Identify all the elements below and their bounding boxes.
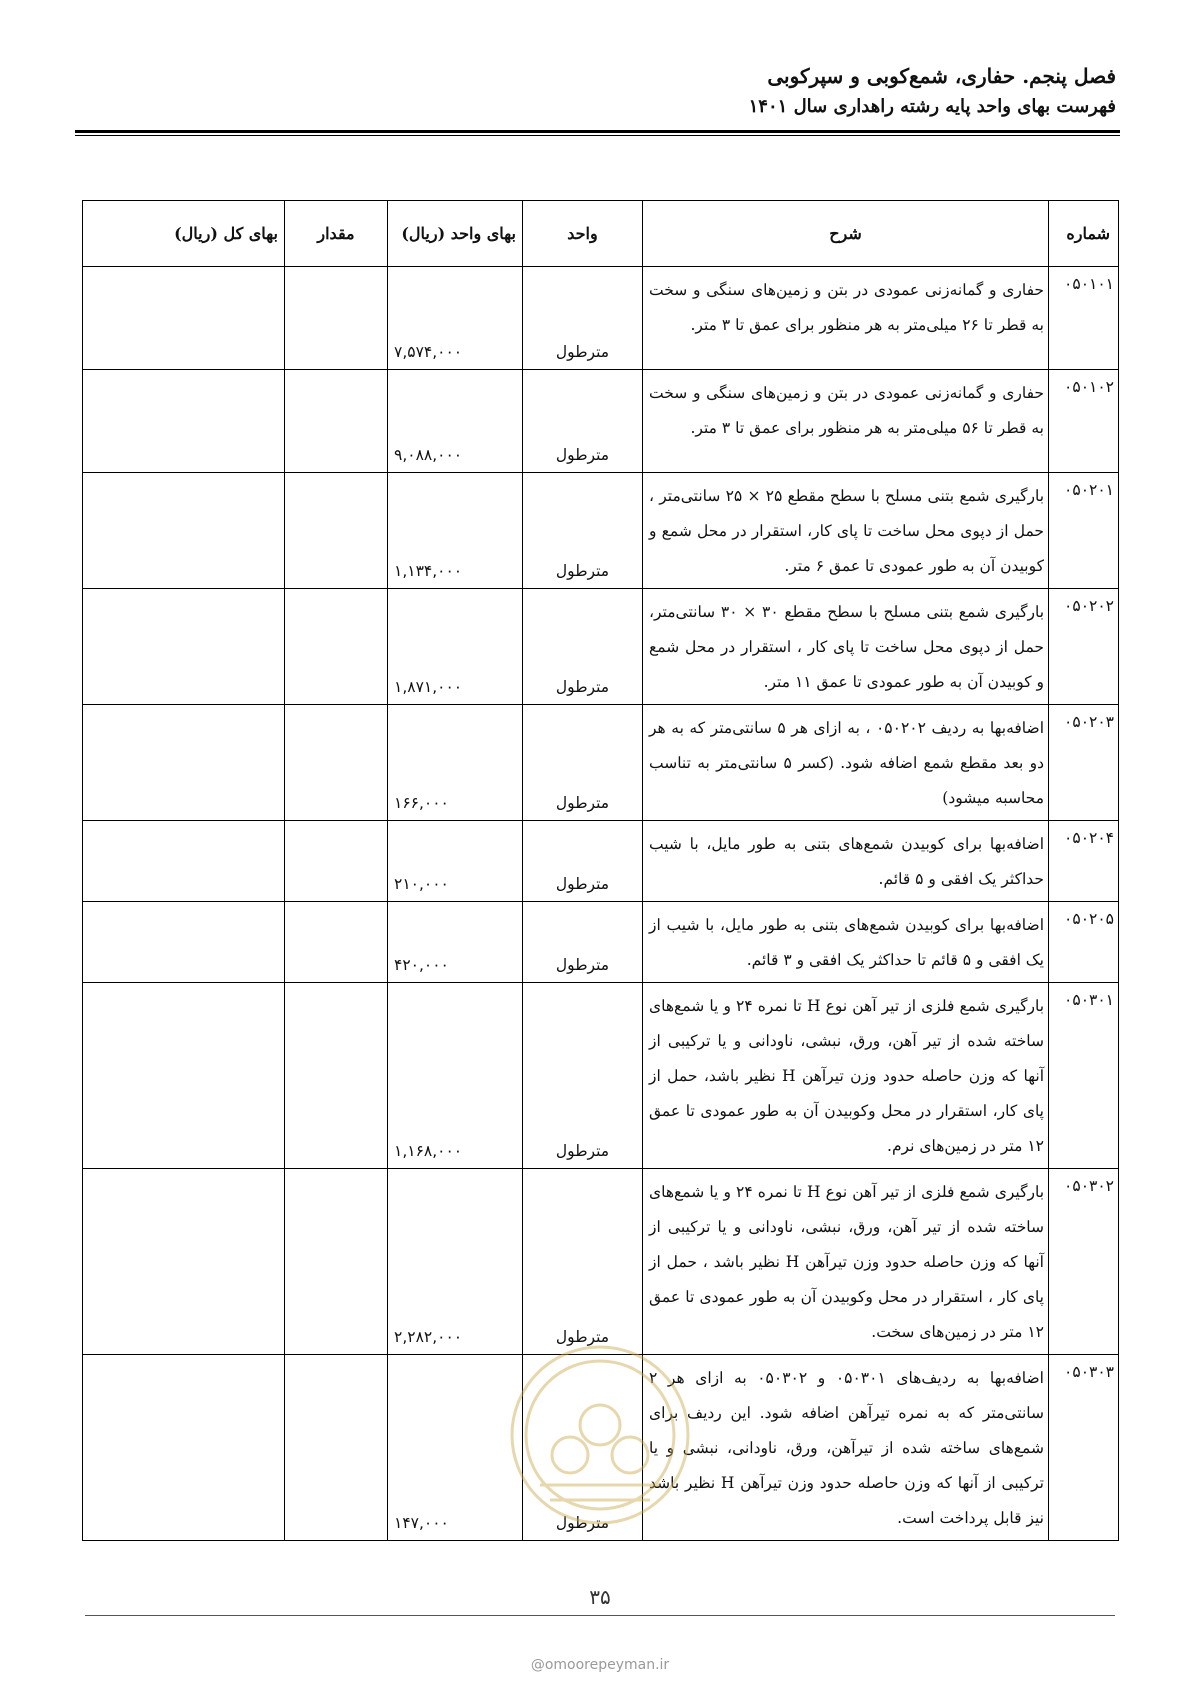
- footer-rule: [85, 1615, 1115, 1616]
- item-unit-price: ۹,۰۸۸,۰۰۰: [388, 370, 523, 473]
- item-quantity: [285, 589, 388, 705]
- item-unit: مترطول: [523, 983, 643, 1169]
- item-description: اضافه‌بها برای کوبیدن شمع‌های بتنی به طور مایل، با شیب حداکثر یک افقی و ۵ قائم.: [643, 821, 1049, 902]
- item-description: اضافه‌بها به ردیف ۰۵۰۲۰۲ ، به ازای هر ۵ سانتی‌متر که به هر دو بعد مقطع شمع اضافه شود. (کسر ۵ سانتی‌متر به تناسب محاسبه میشود): [643, 705, 1049, 821]
- table-row: [83, 589, 1119, 705]
- header-total-price: بهای کل (ریال): [83, 201, 285, 267]
- item-unit-price: ۲۱۰,۰۰۰: [388, 821, 523, 902]
- item-total-price: [83, 1355, 285, 1541]
- item-number: ۰۵۰۳۰۳: [1049, 1355, 1119, 1541]
- item-description: بارگیری شمع فلزی از تیر آهن نوع H تا نمره ۲۴ و یا شمع‌های ساخته شده از تیر آهن، ورق، نبشی، ناودانی و یا ترکیبی از آنها که وزن حاصله حدود وزن تیرآهن H نظیر باشد، حمل از پای کار، استقرار در محل وکوبیدن آن به طور عمودی تا عمق ۱۲ متر در زمین‌های نرم.: [643, 983, 1049, 1169]
- item-quantity: [285, 370, 388, 473]
- item-number: ۰۵۰۲۰۱: [1049, 473, 1119, 589]
- item-unit: مترطول: [523, 370, 643, 473]
- price-list-title: فهرست بهای واحد پایه رشته راهداری سال ۱۴۰۱: [748, 96, 1116, 117]
- table-row: [83, 473, 1119, 589]
- item-unit-price: ۱۶۶,۰۰۰: [388, 705, 523, 821]
- item-unit: مترطول: [523, 902, 643, 983]
- header-quantity: مقدار: [285, 201, 388, 267]
- item-number: ۰۵۰۱۰۲: [1049, 370, 1119, 473]
- item-unit-price: ۱,۸۷۱,۰۰۰: [388, 589, 523, 705]
- table-row: [83, 370, 1119, 473]
- item-description: بارگیری شمع بتنی مسلح با سطح مقطع ۲۵ × ۲۵ سانتی‌متر ، حمل از دپوی محل ساخت تا پای کار، استقرار در محل شمع و کوبیدن آن به طور عمودی تا عمق ۶ متر.: [643, 473, 1049, 589]
- item-quantity: [285, 1169, 388, 1355]
- item-quantity: [285, 983, 388, 1169]
- item-total-price: [83, 821, 285, 902]
- header-description: شرح: [643, 201, 1049, 267]
- item-total-price: [83, 705, 285, 821]
- header-unit: واحد: [523, 201, 643, 267]
- item-total-price: [83, 370, 285, 473]
- item-quantity: [285, 1355, 388, 1541]
- table-header-row: [83, 201, 1119, 267]
- header-rule-thick: [75, 130, 1120, 133]
- item-unit: مترطول: [523, 705, 643, 821]
- item-number: ۰۵۰۲۰۲: [1049, 589, 1119, 705]
- item-quantity: [285, 267, 388, 370]
- item-description: حفاری و گمانه‌زنی عمودی در بتن و زمین‌های سنگی و سخت به قطر تا ۲۶ میلی‌متر به هر منظور برای عمق تا ۳ متر.: [643, 267, 1049, 370]
- header-rule-thin: [75, 135, 1120, 136]
- item-total-price: [83, 902, 285, 983]
- item-unit: مترطول: [523, 589, 643, 705]
- item-unit: مترطول: [523, 1355, 643, 1541]
- item-unit-price: ۴۲۰,۰۰۰: [388, 902, 523, 983]
- table-row: [83, 821, 1119, 902]
- item-total-price: [83, 473, 285, 589]
- item-total-price: [83, 267, 285, 370]
- header-number: شماره: [1049, 201, 1119, 267]
- item-number: ۰۵۰۲۰۳: [1049, 705, 1119, 821]
- item-quantity: [285, 473, 388, 589]
- watermark-url: @omoorepeyman.ir: [530, 1657, 670, 1673]
- item-unit-price: ۱۴۷,۰۰۰: [388, 1355, 523, 1541]
- item-unit: مترطول: [523, 267, 643, 370]
- item-unit-price: ۱,۱۶۸,۰۰۰: [388, 983, 523, 1169]
- item-description: بارگیری شمع بتنی مسلح با سطح مقطع ۳۰ × ۳۰ سانتی‌متر، حمل از دپوی محل ساخت تا پای کار ، استقرار در محل شمع و کوبیدن آن به طور عمودی تا عمق ۱۱ متر.: [643, 589, 1049, 705]
- item-quantity: [285, 902, 388, 983]
- item-number: ۰۵۰۲۰۵: [1049, 902, 1119, 983]
- item-description: اضافه‌بها به ردیف‌های ۰۵۰۳۰۱ و ۰۵۰۳۰۲ به ازای هر ۲ سانتی‌متر که به نمره تیرآهن اضافه شود. این ردیف برای شمع‌های ساخته شده از تیرآهن، ورق، ناودانی، نبشی و یا ترکیبی از آنها که وزن حاصله حدود وزن تیرآهن H نظیر باشد نیز قابل پرداخت است.: [643, 1355, 1049, 1541]
- item-unit: مترطول: [523, 821, 643, 902]
- item-description: حفاری و گمانه‌زنی عمودی در بتن و زمین‌های سنگی و سخت به قطر تا ۵۶ میلی‌متر به هر منظور برای عمق تا ۳ متر.: [643, 370, 1049, 473]
- item-total-price: [83, 983, 285, 1169]
- page-number: ۳۵: [589, 1585, 611, 1609]
- table-row: [83, 705, 1119, 821]
- table-row: [83, 983, 1119, 1169]
- item-description: بارگیری شمع فلزی از تیر آهن نوع H تا نمره ۲۴ و یا شمع‌های ساخته شده از تیر آهن، ورق، نبشی، ناودانی و یا ترکیبی از آنها که وزن حاصله حدود وزن تیرآهن H نظیر باشد ، حمل از پای کار ، استقرار در محل وکوبیدن آن به طور عمودی تا عمق ۱۲ متر در زمین‌های سخت.: [643, 1169, 1049, 1355]
- page-header: [749, 60, 1116, 122]
- item-number: ۰۵۰۱۰۱: [1049, 267, 1119, 370]
- item-quantity: [285, 705, 388, 821]
- chapter-title: فصل پنجم. حفاری، شمع‌کوبی و سپرکوبی: [767, 64, 1116, 88]
- table-row: [83, 902, 1119, 983]
- item-unit-price: ۷,۵۷۴,۰۰۰: [388, 267, 523, 370]
- table-row: [83, 267, 1119, 370]
- item-total-price: [83, 1169, 285, 1355]
- item-unit-price: ۲,۲۸۲,۰۰۰: [388, 1169, 523, 1355]
- item-quantity: [285, 821, 388, 902]
- item-number: ۰۵۰۳۰۲: [1049, 1169, 1119, 1355]
- item-total-price: [83, 589, 285, 705]
- item-number: ۰۵۰۲۰۴: [1049, 821, 1119, 902]
- header-unit-price: بهای واحد (ریال): [388, 201, 523, 267]
- seal-watermark-icon: [500, 1315, 700, 1580]
- item-unit: مترطول: [523, 1169, 643, 1355]
- item-description: اضافه‌بها برای کوبیدن شمع‌های بتنی به طور مایل، با شیب از یک افقی و ۵ قائم تا حداکثر یک افقی و ۳ قائم.: [643, 902, 1049, 983]
- item-unit: مترطول: [523, 473, 643, 589]
- item-number: ۰۵۰۳۰۱: [1049, 983, 1119, 1169]
- item-unit-price: ۱,۱۳۴,۰۰۰: [388, 473, 523, 589]
